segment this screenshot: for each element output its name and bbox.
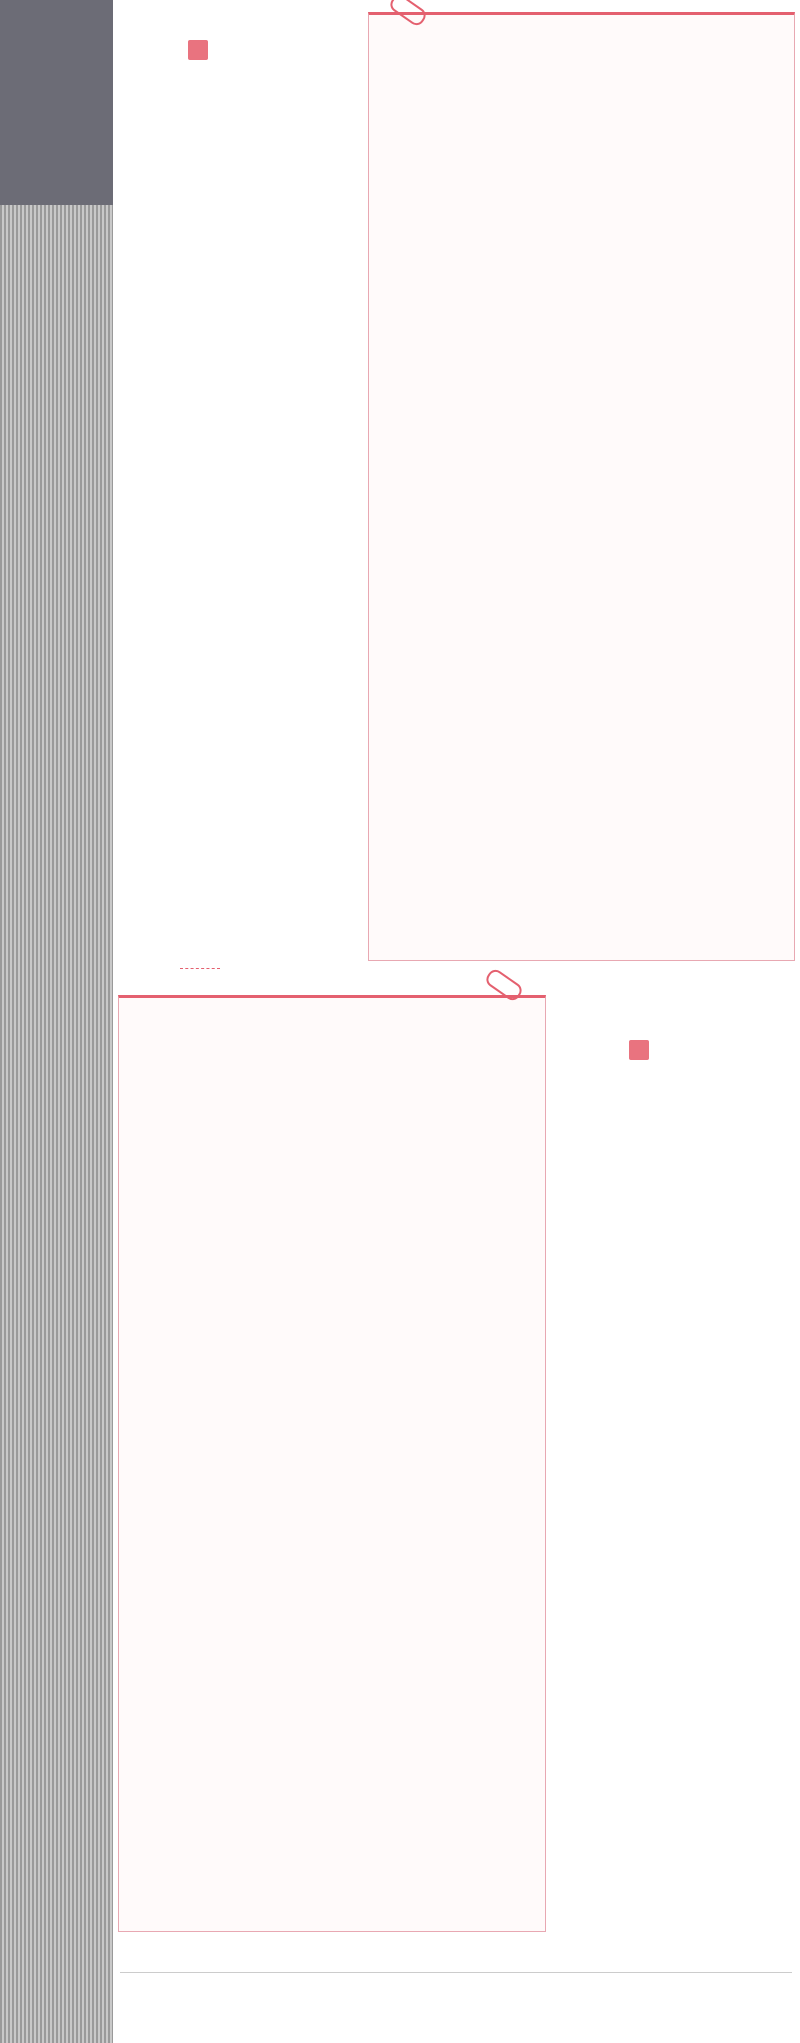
paperclip-icon	[387, 0, 428, 28]
footer-rule	[120, 1972, 792, 1973]
bottom-index-panel	[549, 1040, 794, 1940]
index-tag	[188, 40, 208, 60]
index-tag	[629, 1040, 649, 1060]
top-index-panel	[118, 40, 363, 948]
side-stripe	[0, 0, 113, 2043]
bottom-toc-panel	[118, 995, 546, 1932]
title-dash-decoration	[180, 968, 220, 969]
paperclip-icon	[483, 967, 524, 1004]
top-toc-panel	[368, 12, 795, 961]
catalog-header-block	[0, 0, 113, 205]
